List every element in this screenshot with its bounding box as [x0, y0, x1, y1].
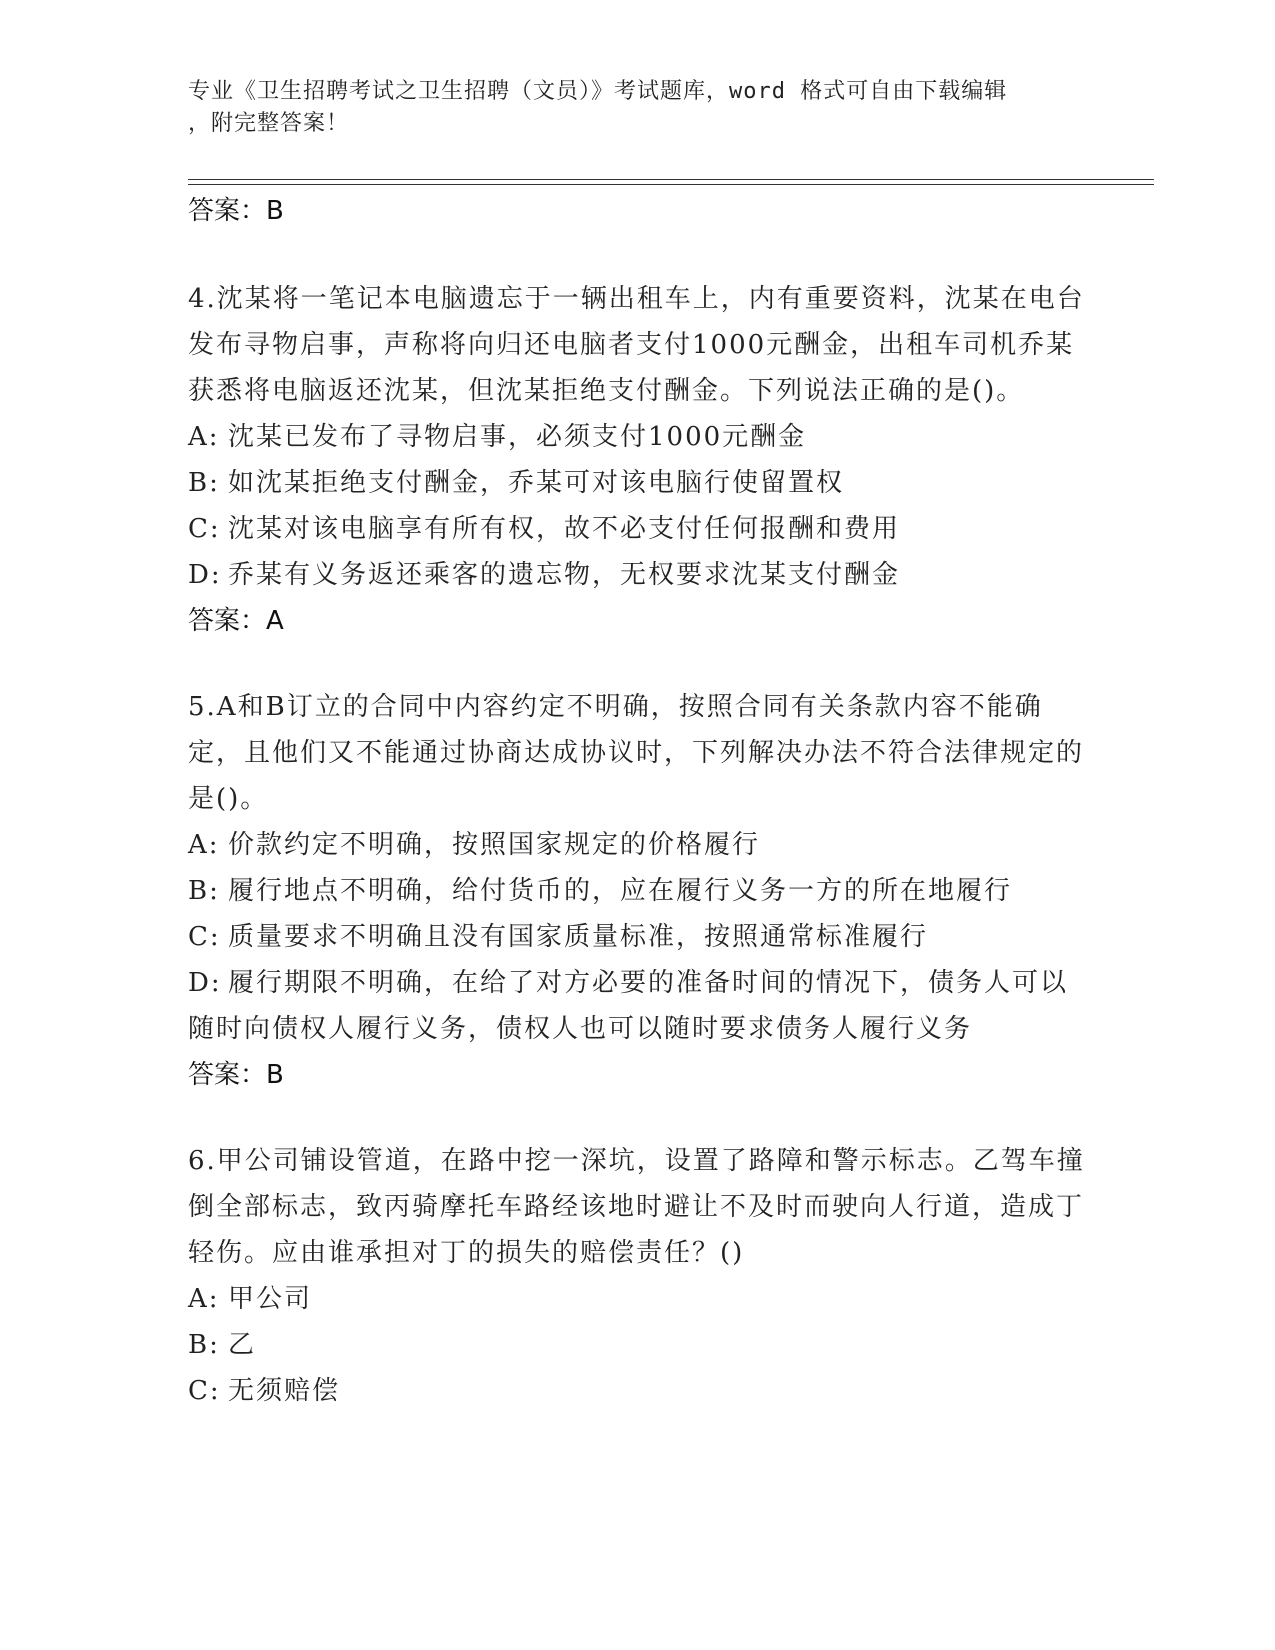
option-letter: B: [188, 1330, 220, 1360]
question-block [188, 1138, 1088, 1414]
option-letter: A: [188, 1284, 220, 1314]
option-text: 乔某有义务返还乘客的遗忘物，无权要求沈某支付酬金 [228, 560, 901, 590]
document-header [188, 76, 1088, 140]
question-text: 6.甲公司铺设管道，在路中挖一深坑，设置了路障和警示标志。乙驾车撞倒全部标志，致丙骑摩托车路经该地时避让不及时而驶向人行道，造成丁轻伤。应由谁承担对丁的损失的赔偿责任？() [188, 1146, 1085, 1268]
option-letter: C: [188, 922, 221, 952]
option-text: 如沈某拒绝支付酬金，乔某可对该电脑行使留置权 [228, 468, 845, 498]
header-rule-top [188, 179, 1154, 180]
header-rule-bottom [188, 184, 1154, 185]
option-item [188, 914, 1088, 960]
option-letter: D: [188, 560, 222, 590]
option-letter: C: [188, 1376, 221, 1406]
option-item [188, 960, 1088, 1052]
header-line-1: 专业《卫生招聘考试之卫生招聘（文员）》考试题库，word 格式可自由下载编辑 [188, 79, 1008, 104]
option-text: 乙 [228, 1330, 257, 1360]
option-letter: B: [188, 468, 220, 498]
option-item [188, 822, 1088, 868]
option-item [188, 1322, 1088, 1368]
header-line-2: ，附完整答案！ [188, 111, 350, 136]
question-text: 5.A和B订立的合同中内容约定不明确，按照合同有关条款内容不能确定，且他们又不能通过协商达成协议时，下列解决办法不符合法律规定的是()。 [188, 692, 1085, 814]
question-block [188, 276, 1088, 644]
answer-label: 答案：B [188, 1060, 284, 1090]
option-text: 履行地点不明确，给付货币的，应在履行义务一方的所在地履行 [228, 876, 1013, 906]
option-item [188, 868, 1088, 914]
option-item [188, 414, 1088, 460]
option-item [188, 552, 1088, 598]
answer-label: 答案：A [188, 606, 284, 636]
answer-label: 答案：B [188, 196, 284, 226]
option-text: 无须赔偿 [228, 1376, 341, 1406]
option-text: 沈某对该电脑享有所有权，故不必支付任何报酬和费用 [228, 514, 901, 544]
option-item [188, 1276, 1088, 1322]
option-letter: A: [188, 422, 220, 452]
question-text: 4.沈某将一笔记本电脑遗忘于一辆出租车上，内有重要资料，沈某在电台发布寻物启事，声称将向归还电脑者支付1000元酬金，出租车司机乔某获悉将电脑返还沈某，但沈某拒绝支付酬金。下列说法正确的是()。 [188, 284, 1085, 406]
option-item [188, 1368, 1088, 1414]
option-text: 质量要求不明确且没有国家质量标准，按照通常标准履行 [228, 922, 929, 952]
option-letter: D: [188, 968, 222, 998]
option-letter: A: [188, 830, 220, 860]
option-text: 履行期限不明确，在给了对方必要的准备时间的情况下，债务人可以随时向债权人履行义务，债权人也可以随时要求债务人履行义务 [188, 968, 1069, 1044]
question-block [188, 684, 1088, 1098]
option-text: 沈某已发布了寻物启事，必须支付1000元酬金 [228, 422, 807, 452]
option-letter: B: [188, 876, 220, 906]
document-content [188, 188, 1088, 1414]
option-item [188, 506, 1088, 552]
option-letter: C: [188, 514, 221, 544]
option-item [188, 460, 1088, 506]
option-text: 价款约定不明确，按照国家规定的价格履行 [228, 830, 761, 860]
option-text: 甲公司 [228, 1284, 313, 1314]
